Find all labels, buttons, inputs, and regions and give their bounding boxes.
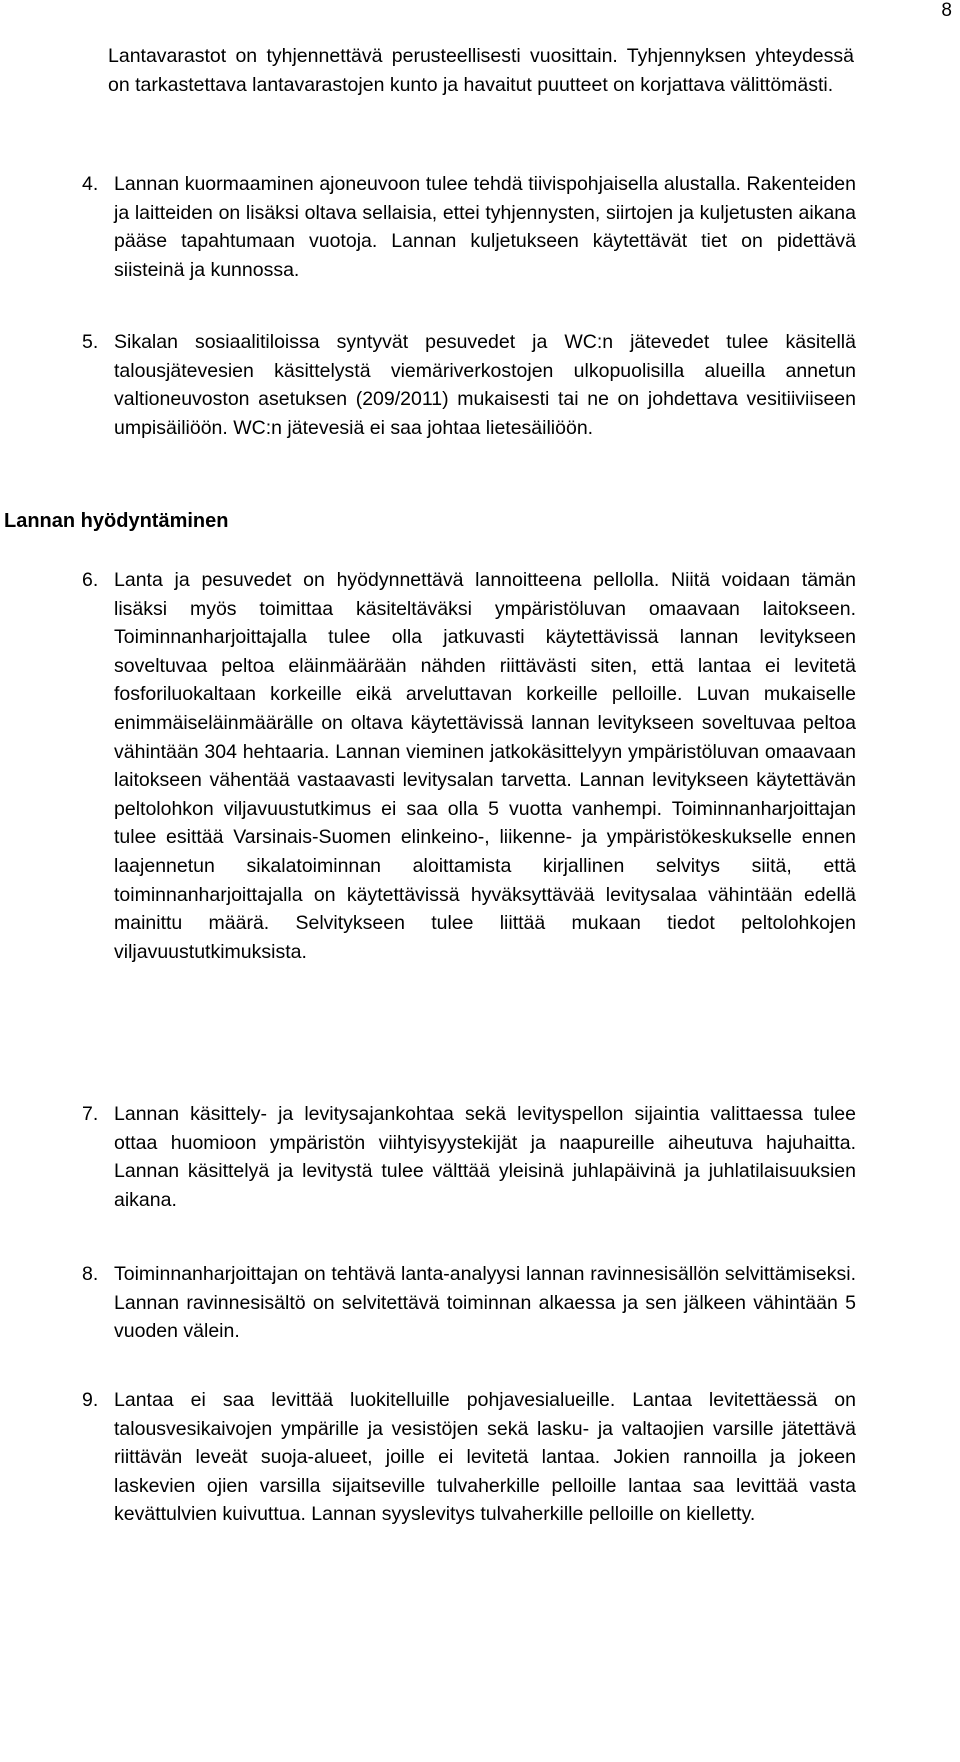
list-item-text: Lannan kuormaaminen ajoneuvoon tulee tehdä tiivispohjaisella alustalla. Rakenteiden ja laitteiden on lisäksi oltava sellaisia, ettei tyhjennysten, siirtojen ja kuljetusten aikana pääse tapahtumaan vuotoja. Lannan kuljetukseen käytettävät tiet on pidettävä siisteinä ja kunnossa.: [114, 173, 856, 281]
list-item-4: [82, 170, 856, 284]
list-item-8: [82, 1260, 856, 1346]
list-item-number: 4.: [82, 173, 99, 195]
list-item-6: [82, 566, 856, 966]
section-heading: Lannan hyödyntäminen: [4, 510, 229, 532]
list-item-number: 9.: [82, 1389, 99, 1411]
page-number: 8: [941, 0, 952, 21]
list-item-9: [82, 1386, 856, 1529]
list-item-5: [82, 328, 856, 442]
list-item-number: 6.: [82, 569, 99, 591]
list-item-text: Lanta ja pesuvedet on hyödynnettävä lannoitteena pellolla. Niitä voidaan tämän lisäksi myös toimittaa käsiteltäväksi ympäristöluvan omaavaan laitokseen. Toiminnanharjoittajalla tulee olla jatkuvasti käytettävissä lannan levitykseen soveltuvaa peltoa eläinmäärään nähden riittävästi siten, että lantaa ei levitetä fosforiluokaltaan korkeille eikä arveluttavan korkeille pelloille. Luvan mukaiselle enimmäiseläinmäärälle on oltava käytettävissä lannan levitykseen soveltuvaa peltoa vähintään 304 hehtaaria. Lannan vieminen jatkokäsittelyyn ympäristöluvan omaavaan laitokseen vähentää vastaavasti levitysalan tarvetta. Lannan levitykseen käytettävän peltolohkon viljavuustutkimus ei saa olla 5 vuotta vanhempi. Toiminnanharjoittajan tulee esittää Varsinais-Suomen elinkeino-, liikenne- ja ympäristökeskukselle ennen laajennetun sikalatoiminnan aloittamista kirjallinen selvitys siitä, että toiminnanharjoittajalla on käytettävissä hyväksyttävää levitysalaa vähintään edellä mainittu määrä. Selvitykseen tulee liittää mukaan tiedot peltolohkojen viljavuustutkimuksista.: [114, 569, 856, 963]
list-item-7: [82, 1100, 856, 1214]
list-item-number: 8.: [82, 1263, 99, 1285]
list-item-text: Sikalan sosiaalitiloissa syntyvät pesuvedet ja WC:n jätevedet tulee käsitellä talousjätevesien käsittelystä viemäriverkostojen ulkopuolisilla alueilla annetun valtioneuvoston asetuksen (209/2011) mukaisesti tai ne on johdettava vesitiiviiseen umpisäiliöön. WC:n jätevesiä ei saa johtaa lietesäiliöön.: [114, 331, 856, 439]
list-item-text: Toiminnanharjoittajan on tehtävä lanta-analyysi lannan ravinnesisällön selvittämiseksi. Lannan ravinnesisältö on selvitettävä toiminnan alkaessa ja sen jälkeen vähintään 5 vuoden välein.: [114, 1263, 856, 1343]
list-item-number: 7.: [82, 1103, 99, 1125]
list-item-number: 5.: [82, 331, 99, 353]
list-item-text: Lantaa ei saa levittää luokitelluille pohjavesialueille. Lantaa levitettäessä on talousvesikaivojen ympärille ja vesistöjen sekä lasku- ja valtaojien varsille jätettävä riittävän leveät suoja-alueet, joille ei levitetä lantaa. Jokien rannoilla ja jokeen laskevien ojien varsilla sijaitseville tulvaherkille pelloille lantaa saa levittää vasta kevättulvien kuivuttua. Lannan syyslevitys tulvaherkille pelloille on kielletty.: [114, 1389, 856, 1526]
list-item-text: Lannan käsittely- ja levitysajankohtaa sekä levityspellon sijaintia valittaessa tulee ottaa huomioon ympäristön viihtyisyystekijät ja naapureille aiheutuva hajuhaitta. Lannan käsittelyä ja levitystä tulee välttää yleisinä juhlapäivinä ja juhlatilaisuuksien aikana.: [114, 1103, 856, 1211]
intro-paragraph: Lantavarastot on tyhjennettävä perusteellisesti vuosittain. Tyhjennyksen yhteydessä on tarkastettava lantavarastojen kunto ja havaitut puutteet on korjattava välittömästi.: [108, 45, 854, 96]
